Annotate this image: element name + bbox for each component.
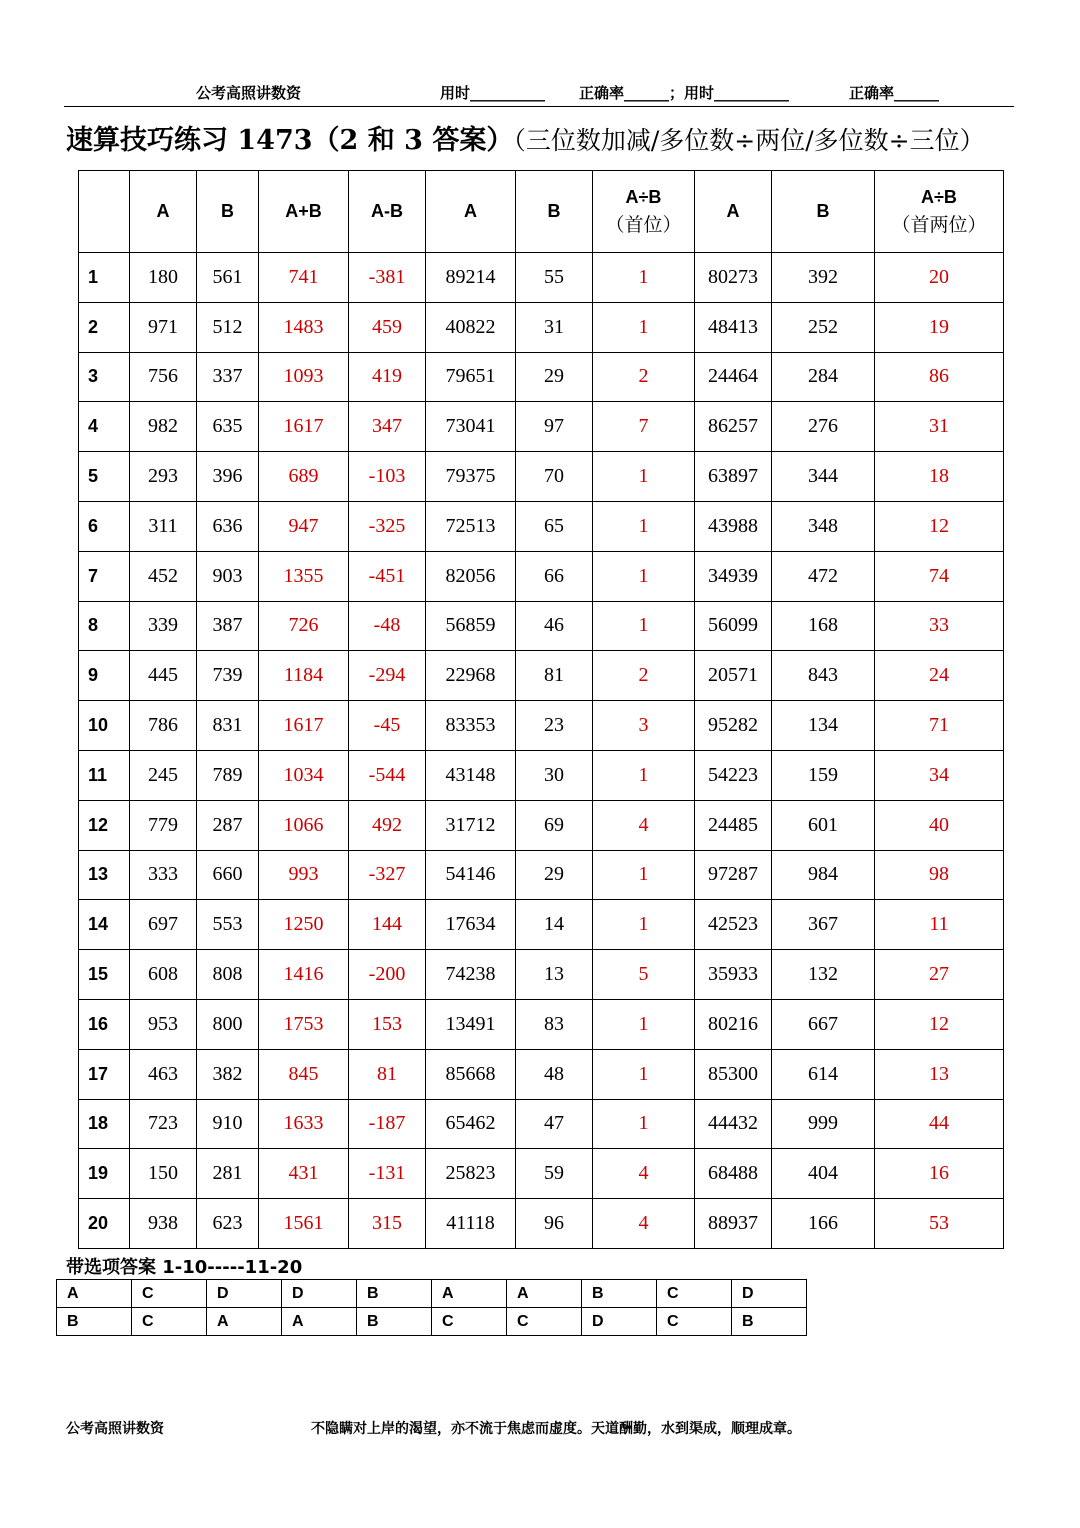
value-cell: 17634 <box>426 900 516 950</box>
value-cell: 445 <box>130 651 197 701</box>
column-header-label: A-B <box>371 201 403 221</box>
answer-cell: 71 <box>875 701 1004 751</box>
value-cell: 24464 <box>695 352 772 402</box>
value-cell: 404 <box>772 1149 875 1199</box>
answer-cell: -187 <box>349 1099 426 1149</box>
footer-motto: 不隐瞒对上岸的渴望，亦不流于焦虑而虚度。天道酬勤，水到渠成，顺理成章。 <box>311 1421 801 1437</box>
value-cell: 59 <box>516 1149 593 1199</box>
column-header-label: A <box>156 201 170 221</box>
answer-cell: 1633 <box>259 1099 349 1149</box>
column-header <box>593 171 695 253</box>
value-cell: 180 <box>130 253 197 303</box>
answer-cell: 993 <box>259 850 349 900</box>
value-cell: 284 <box>772 352 875 402</box>
value-cell: 608 <box>130 950 197 1000</box>
value-cell: 88937 <box>695 1199 772 1249</box>
row-number: 2 <box>79 302 130 352</box>
answer-cell: 741 <box>259 253 349 303</box>
column-header-label: B <box>816 201 830 221</box>
value-cell: 80273 <box>695 253 772 303</box>
answer-cell: -103 <box>349 452 426 502</box>
answer-cell: 1 <box>593 302 695 352</box>
page-header <box>64 80 1014 107</box>
value-cell: 43148 <box>426 750 516 800</box>
value-cell: 333 <box>130 850 197 900</box>
header-accuracy-field: 正确率______ <box>849 84 940 102</box>
value-cell: 636 <box>197 501 259 551</box>
value-cell: 635 <box>197 402 259 452</box>
option-cell: A <box>207 1308 282 1336</box>
value-cell: 43988 <box>695 501 772 551</box>
value-cell: 276 <box>772 402 875 452</box>
table-row <box>79 1149 1004 1199</box>
answer-cell: -294 <box>349 651 426 701</box>
row-number: 1 <box>79 253 130 303</box>
table-row <box>79 302 1004 352</box>
answer-cell: 1 <box>593 999 695 1049</box>
value-cell: 85300 <box>695 1049 772 1099</box>
table-row <box>79 402 1004 452</box>
answer-cell: 13 <box>875 1049 1004 1099</box>
value-cell: 29 <box>516 352 593 402</box>
answer-cell: 1753 <box>259 999 349 1049</box>
answer-cell: 419 <box>349 352 426 402</box>
value-cell: 132 <box>772 950 875 1000</box>
header-brand: 公考高照讲数资 <box>196 84 302 102</box>
answer-cell: 1 <box>593 900 695 950</box>
row-number: 5 <box>79 452 130 502</box>
option-cell: C <box>657 1280 732 1308</box>
value-cell: 48413 <box>695 302 772 352</box>
option-cell: B <box>57 1308 132 1336</box>
value-cell: 281 <box>197 1149 259 1199</box>
column-header-label: A+B <box>285 201 322 221</box>
value-cell: 13491 <box>426 999 516 1049</box>
answer-cell: 4 <box>593 800 695 850</box>
value-cell: 35933 <box>695 950 772 1000</box>
value-cell: 46 <box>516 601 593 651</box>
answer-cell: -45 <box>349 701 426 751</box>
answer-cell: -381 <box>349 253 426 303</box>
answer-cell: 86 <box>875 352 1004 402</box>
value-cell: 13 <box>516 950 593 1000</box>
title-sub: （三位数加减/多位数÷两位/多位数÷三位） <box>513 126 985 155</box>
value-cell: 83353 <box>426 701 516 751</box>
answer-cell: 20 <box>875 253 1004 303</box>
footer-brand: 公考高照讲数资 <box>66 1421 164 1437</box>
value-cell: 800 <box>197 999 259 1049</box>
value-cell: 20571 <box>695 651 772 701</box>
table-row <box>79 1199 1004 1249</box>
answer-cell: 431 <box>259 1149 349 1199</box>
table-row <box>79 501 1004 551</box>
value-cell: 623 <box>197 1199 259 1249</box>
table-row <box>79 800 1004 850</box>
answer-cell: 7 <box>593 402 695 452</box>
table-header-row <box>79 171 1004 253</box>
option-cell: C <box>432 1308 507 1336</box>
option-cell: A <box>57 1280 132 1308</box>
answer-cell: 74 <box>875 551 1004 601</box>
value-cell: 89214 <box>426 253 516 303</box>
answer-cell: 1 <box>593 1099 695 1149</box>
answer-cell: 1034 <box>259 750 349 800</box>
value-cell: 81 <box>516 651 593 701</box>
table-row <box>79 452 1004 502</box>
table-row <box>79 999 1004 1049</box>
answer-cell: 1 <box>593 501 695 551</box>
table-row <box>79 900 1004 950</box>
value-cell: 31712 <box>426 800 516 850</box>
answer-cell: 726 <box>259 601 349 651</box>
value-cell: 22968 <box>426 651 516 701</box>
value-cell: 79651 <box>426 352 516 402</box>
answer-cell: 1184 <box>259 651 349 701</box>
option-cell: D <box>582 1308 657 1336</box>
value-cell: 65 <box>516 501 593 551</box>
value-cell: 779 <box>130 800 197 850</box>
value-cell: 96 <box>516 1199 593 1249</box>
row-number: 10 <box>79 701 130 751</box>
value-cell: 48 <box>516 1049 593 1099</box>
answer-cell: 947 <box>259 501 349 551</box>
options-table <box>56 1279 807 1336</box>
answer-cell: -451 <box>349 551 426 601</box>
value-cell: 24485 <box>695 800 772 850</box>
answer-cell: 31 <box>875 402 1004 452</box>
column-header-label: A <box>726 201 740 221</box>
value-cell: 66 <box>516 551 593 601</box>
options-row <box>57 1308 807 1336</box>
column-subheader: （首两位） <box>891 213 987 236</box>
answer-cell: 1 <box>593 452 695 502</box>
value-cell: 999 <box>772 1099 875 1149</box>
row-number: 3 <box>79 352 130 402</box>
answer-cell: 315 <box>349 1199 426 1249</box>
answer-cell: 492 <box>349 800 426 850</box>
option-cell: B <box>582 1280 657 1308</box>
column-header-label: B <box>547 201 561 221</box>
value-cell: 54146 <box>426 850 516 900</box>
value-cell: 938 <box>130 1199 197 1249</box>
column-header-label: A÷B <box>625 186 662 207</box>
value-cell: 344 <box>772 452 875 502</box>
value-cell: 910 <box>197 1099 259 1149</box>
value-cell: 843 <box>772 651 875 701</box>
value-cell: 697 <box>130 900 197 950</box>
answer-cell: 53 <box>875 1199 1004 1249</box>
value-cell: 69 <box>516 800 593 850</box>
answer-cell: 1250 <box>259 900 349 950</box>
value-cell: 29 <box>516 850 593 900</box>
answer-cell: 98 <box>875 850 1004 900</box>
table-row <box>79 750 1004 800</box>
answer-cell: 16 <box>875 1149 1004 1199</box>
option-cell: A <box>432 1280 507 1308</box>
option-cell: B <box>732 1308 807 1336</box>
answer-cell: 33 <box>875 601 1004 651</box>
row-number: 7 <box>79 551 130 601</box>
option-cell: C <box>132 1280 207 1308</box>
value-cell: 42523 <box>695 900 772 950</box>
option-cell: B <box>357 1308 432 1336</box>
value-cell: 293 <box>130 452 197 502</box>
row-number: 16 <box>79 999 130 1049</box>
answer-cell: 11 <box>875 900 1004 950</box>
answer-cell: 27 <box>875 950 1004 1000</box>
value-cell: 72513 <box>426 501 516 551</box>
answer-cell: 4 <box>593 1199 695 1249</box>
value-cell: 387 <box>197 601 259 651</box>
table-row <box>79 950 1004 1000</box>
answer-cell: -325 <box>349 501 426 551</box>
option-cell: C <box>507 1308 582 1336</box>
option-cell: A <box>282 1308 357 1336</box>
value-cell: 55 <box>516 253 593 303</box>
answer-cell: 40 <box>875 800 1004 850</box>
row-number: 13 <box>79 850 130 900</box>
value-cell: 667 <box>772 999 875 1049</box>
table-row <box>79 850 1004 900</box>
value-cell: 40822 <box>426 302 516 352</box>
answer-cell: -544 <box>349 750 426 800</box>
value-cell: 73041 <box>426 402 516 452</box>
row-number: 6 <box>79 501 130 551</box>
value-cell: 44432 <box>695 1099 772 1149</box>
row-number: 18 <box>79 1099 130 1149</box>
value-cell: 287 <box>197 800 259 850</box>
value-cell: 337 <box>197 352 259 402</box>
value-cell: 786 <box>130 701 197 751</box>
title-main: 速算技巧练习 1473（2 和 3 答案） <box>66 125 514 156</box>
row-number: 17 <box>79 1049 130 1099</box>
value-cell: 311 <box>130 501 197 551</box>
table-row <box>79 1099 1004 1149</box>
row-number: 11 <box>79 750 130 800</box>
header-accuracy-time-field: 正确率______；用时__________ <box>579 84 790 102</box>
column-header-label: A÷B <box>921 186 957 207</box>
value-cell: 68488 <box>695 1149 772 1199</box>
value-cell: 512 <box>197 302 259 352</box>
option-cell: B <box>357 1280 432 1308</box>
row-number: 4 <box>79 402 130 452</box>
table-row <box>79 352 1004 402</box>
column-header-label: A <box>464 201 477 221</box>
answer-cell: 4 <box>593 1149 695 1199</box>
answer-cell: -48 <box>349 601 426 651</box>
answer-cell: -131 <box>349 1149 426 1199</box>
value-cell: 86257 <box>695 402 772 452</box>
table-row <box>79 701 1004 751</box>
table-row <box>79 651 1004 701</box>
value-cell: 245 <box>130 750 197 800</box>
value-cell: 34939 <box>695 551 772 601</box>
value-cell: 85668 <box>426 1049 516 1099</box>
answer-cell: 12 <box>875 501 1004 551</box>
answer-cell: 1 <box>593 850 695 900</box>
value-cell: 30 <box>516 750 593 800</box>
answer-cell: 18 <box>875 452 1004 502</box>
option-cell: D <box>282 1280 357 1308</box>
value-cell: 47 <box>516 1099 593 1149</box>
value-cell: 808 <box>197 950 259 1000</box>
value-cell: 367 <box>772 900 875 950</box>
answer-cell: 2 <box>593 651 695 701</box>
value-cell: 756 <box>130 352 197 402</box>
answer-cell: 689 <box>259 452 349 502</box>
value-cell: 168 <box>772 601 875 651</box>
table-row <box>79 601 1004 651</box>
answer-cell: 1561 <box>259 1199 349 1249</box>
options-title: 带选项答案 1-10-----11-20 <box>66 1257 303 1278</box>
answer-cell: 1 <box>593 551 695 601</box>
answer-cell: 1355 <box>259 551 349 601</box>
value-cell: 79375 <box>426 452 516 502</box>
column-header <box>875 171 1004 253</box>
answer-cell: 81 <box>349 1049 426 1099</box>
column-header <box>130 171 197 253</box>
answer-cell: 144 <box>349 900 426 950</box>
value-cell: 56859 <box>426 601 516 651</box>
row-number: 8 <box>79 601 130 651</box>
value-cell: 134 <box>772 701 875 751</box>
value-cell: 150 <box>130 1149 197 1199</box>
value-cell: 83 <box>516 999 593 1049</box>
value-cell: 614 <box>772 1049 875 1099</box>
column-header <box>695 171 772 253</box>
row-number: 20 <box>79 1199 130 1249</box>
answer-cell: 1617 <box>259 402 349 452</box>
value-cell: 166 <box>772 1199 875 1249</box>
value-cell: 396 <box>197 452 259 502</box>
value-cell: 65462 <box>426 1099 516 1149</box>
table-row <box>79 551 1004 601</box>
answer-cell: -327 <box>349 850 426 900</box>
column-header <box>259 171 349 253</box>
value-cell: 723 <box>130 1099 197 1149</box>
value-cell: 74238 <box>426 950 516 1000</box>
exercise-table <box>78 170 1004 1249</box>
value-cell: 953 <box>130 999 197 1049</box>
answer-cell: 1 <box>593 1049 695 1099</box>
answer-cell: 1483 <box>259 302 349 352</box>
answer-cell: 1617 <box>259 701 349 751</box>
value-cell: 70 <box>516 452 593 502</box>
value-cell: 984 <box>772 850 875 900</box>
value-cell: 25823 <box>426 1149 516 1199</box>
row-number: 12 <box>79 800 130 850</box>
column-header <box>79 171 130 253</box>
column-header-label: B <box>221 201 234 221</box>
value-cell: 82056 <box>426 551 516 601</box>
answer-cell: 1066 <box>259 800 349 850</box>
answer-cell: 153 <box>349 999 426 1049</box>
row-number: 14 <box>79 900 130 950</box>
column-header <box>772 171 875 253</box>
option-cell: A <box>507 1280 582 1308</box>
option-cell: D <box>732 1280 807 1308</box>
answer-cell: 1 <box>593 253 695 303</box>
value-cell: 97287 <box>695 850 772 900</box>
row-number: 19 <box>79 1149 130 1199</box>
value-cell: 41118 <box>426 1199 516 1249</box>
value-cell: 982 <box>130 402 197 452</box>
row-number: 9 <box>79 651 130 701</box>
answer-cell: 347 <box>349 402 426 452</box>
answer-cell: 5 <box>593 950 695 1000</box>
table-row <box>79 1049 1004 1099</box>
value-cell: 80216 <box>695 999 772 1049</box>
answer-cell: 34 <box>875 750 1004 800</box>
value-cell: 903 <box>197 551 259 601</box>
value-cell: 56099 <box>695 601 772 651</box>
value-cell: 452 <box>130 551 197 601</box>
option-cell: C <box>132 1308 207 1336</box>
value-cell: 831 <box>197 701 259 751</box>
answer-cell: -200 <box>349 950 426 1000</box>
value-cell: 95282 <box>695 701 772 751</box>
answer-cell: 845 <box>259 1049 349 1099</box>
column-subheader: （首位） <box>605 213 682 236</box>
value-cell: 463 <box>130 1049 197 1099</box>
value-cell: 63897 <box>695 452 772 502</box>
value-cell: 392 <box>772 253 875 303</box>
value-cell: 789 <box>197 750 259 800</box>
answer-cell: 1416 <box>259 950 349 1000</box>
row-number: 15 <box>79 950 130 1000</box>
value-cell: 97 <box>516 402 593 452</box>
column-header <box>197 171 259 253</box>
value-cell: 561 <box>197 253 259 303</box>
value-cell: 660 <box>197 850 259 900</box>
value-cell: 553 <box>197 900 259 950</box>
answer-cell: 1 <box>593 601 695 651</box>
answer-cell: 24 <box>875 651 1004 701</box>
options-row <box>57 1280 807 1308</box>
value-cell: 348 <box>772 501 875 551</box>
value-cell: 14 <box>516 900 593 950</box>
header-time-field: 用时__________ <box>440 84 546 102</box>
value-cell: 31 <box>516 302 593 352</box>
value-cell: 23 <box>516 701 593 751</box>
value-cell: 159 <box>772 750 875 800</box>
value-cell: 971 <box>130 302 197 352</box>
answer-cell: 459 <box>349 302 426 352</box>
value-cell: 382 <box>197 1049 259 1099</box>
value-cell: 54223 <box>695 750 772 800</box>
value-cell: 739 <box>197 651 259 701</box>
answer-cell: 3 <box>593 701 695 751</box>
column-header <box>516 171 593 253</box>
value-cell: 601 <box>772 800 875 850</box>
page-title <box>66 118 1066 157</box>
column-header <box>426 171 516 253</box>
value-cell: 252 <box>772 302 875 352</box>
answer-cell: 1093 <box>259 352 349 402</box>
value-cell: 339 <box>130 601 197 651</box>
answer-cell: 12 <box>875 999 1004 1049</box>
table-row <box>79 253 1004 303</box>
column-header <box>349 171 426 253</box>
answer-cell: 19 <box>875 302 1004 352</box>
answer-cell: 44 <box>875 1099 1004 1149</box>
value-cell: 472 <box>772 551 875 601</box>
answer-cell: 1 <box>593 750 695 800</box>
option-cell: C <box>657 1308 732 1336</box>
answer-cell: 2 <box>593 352 695 402</box>
option-cell: D <box>207 1280 282 1308</box>
